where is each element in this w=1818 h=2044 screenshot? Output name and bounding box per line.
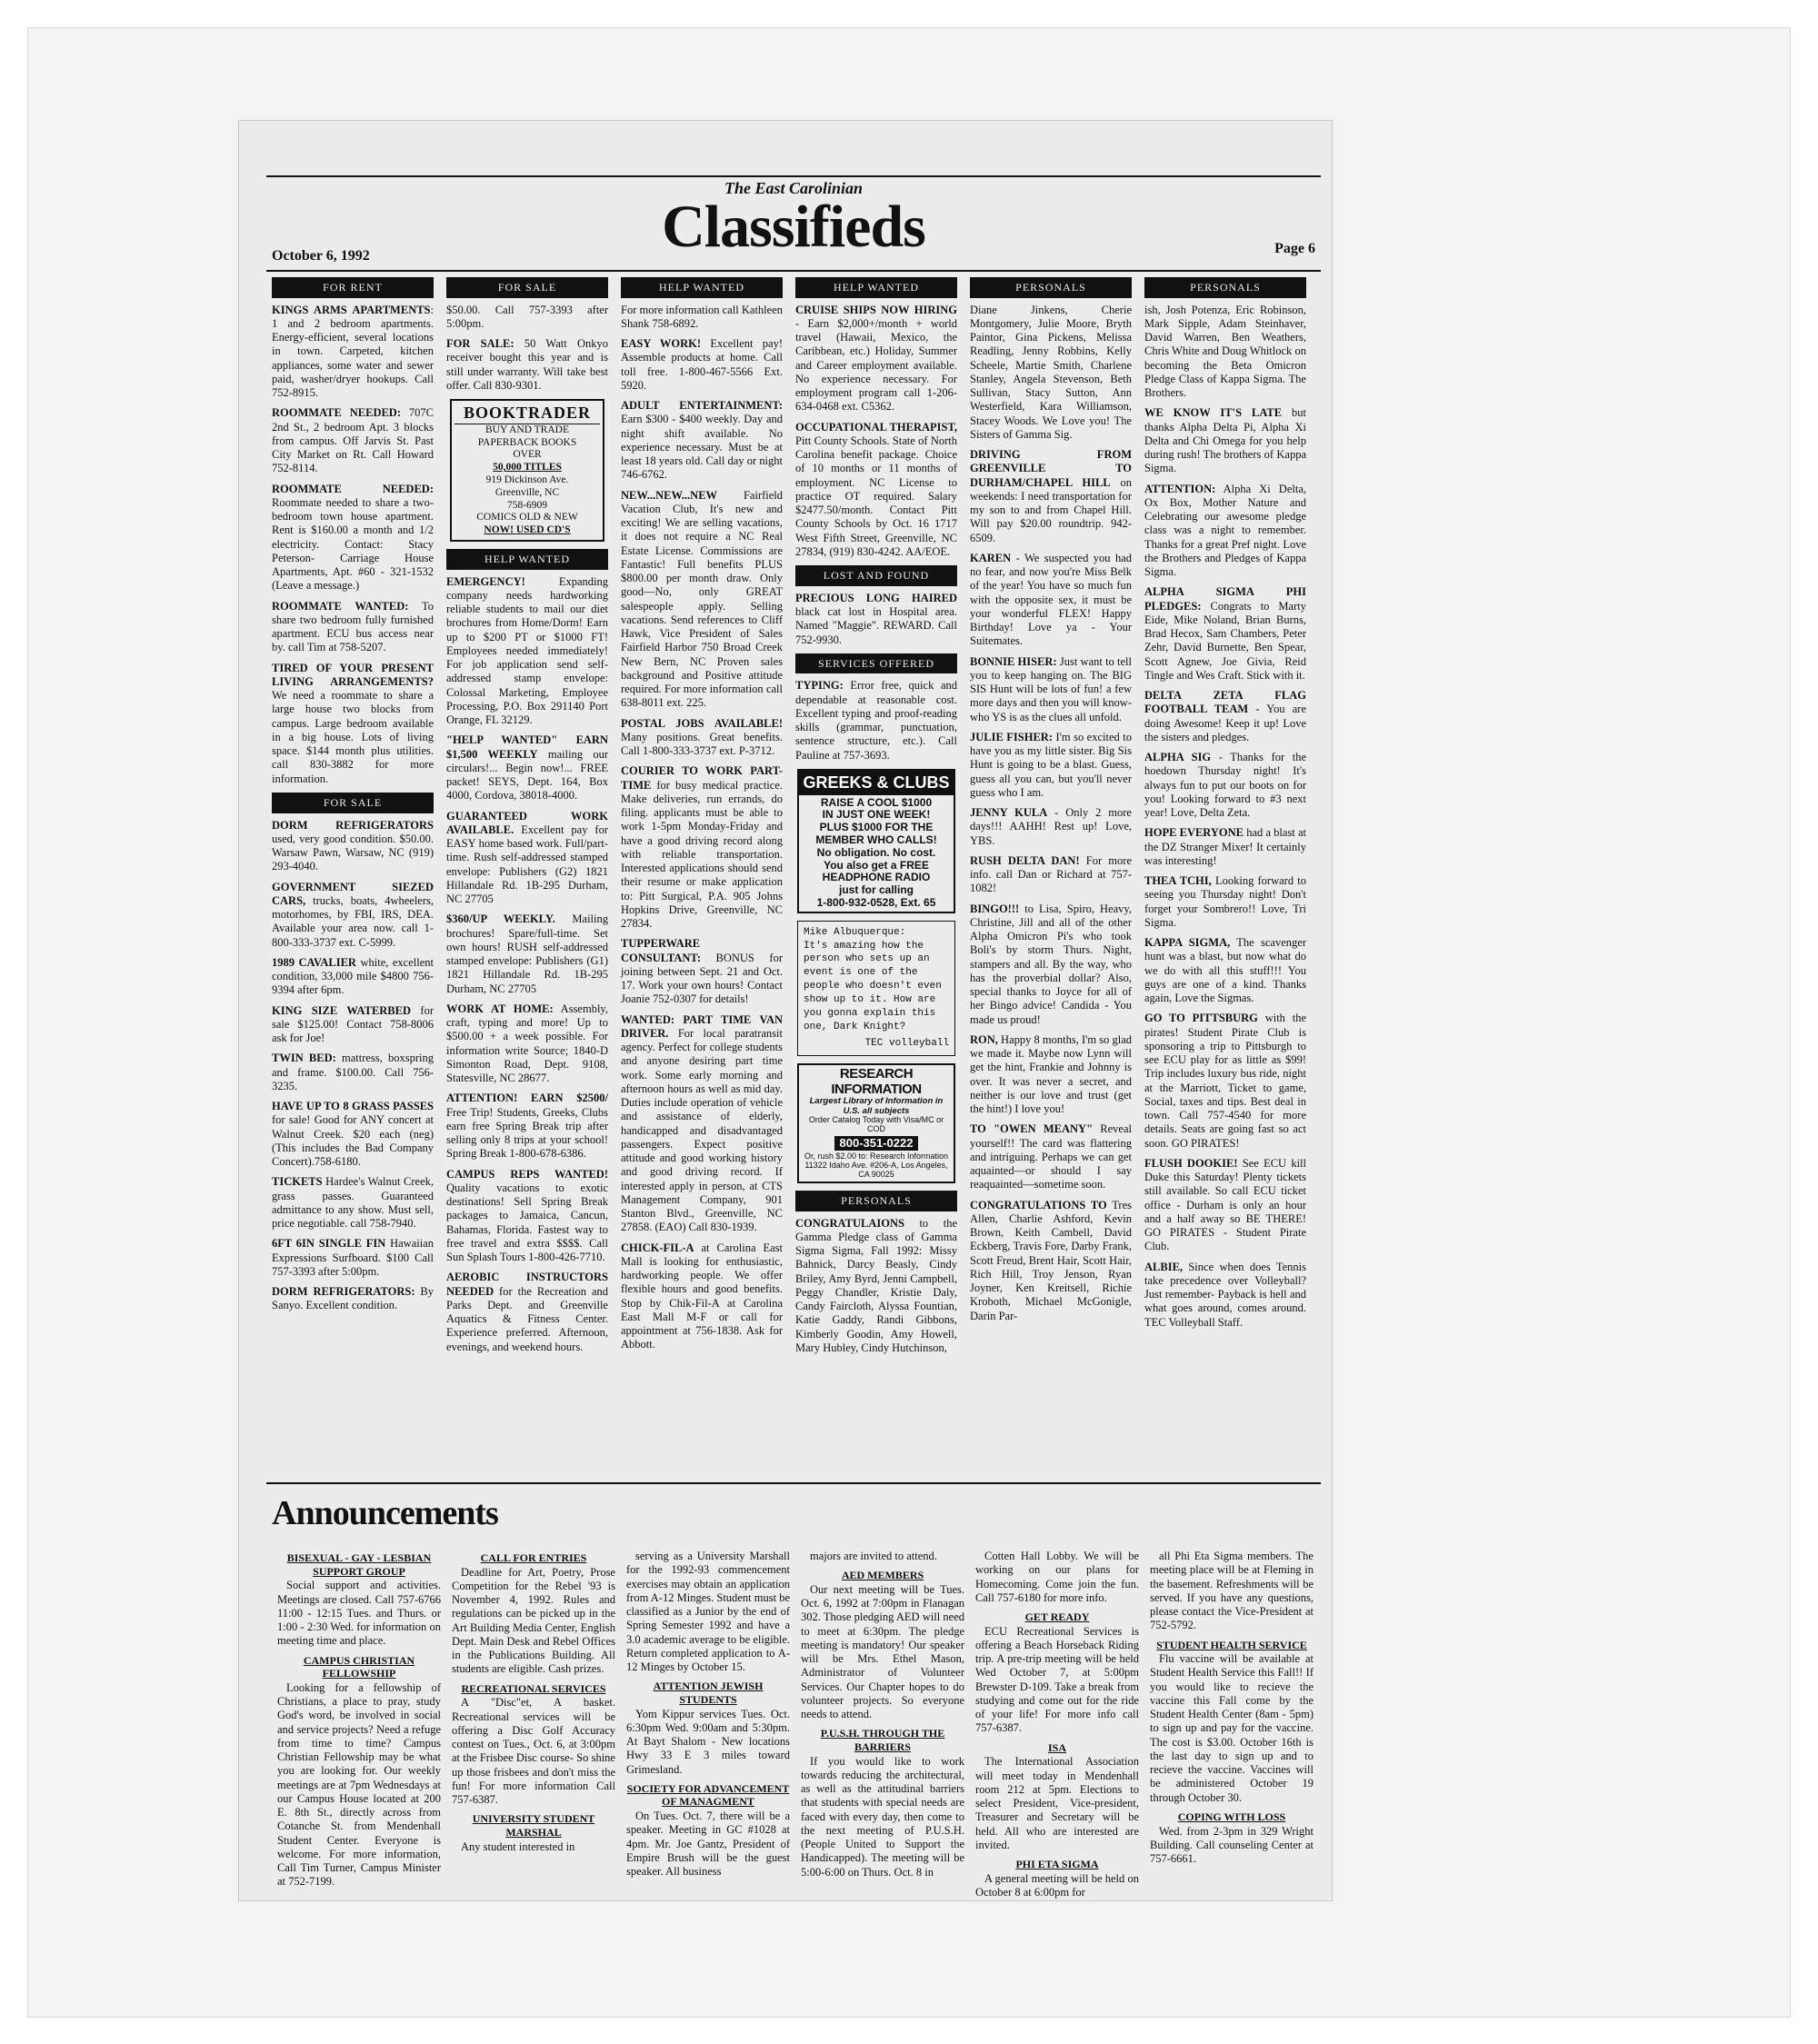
greeks-title: GREEKS & CLUBS <box>799 771 954 795</box>
booktrader-line: 758-6909 <box>506 499 548 511</box>
announcement-heading: CALL FOR ENTRIES <box>480 1551 587 1564</box>
ad-lead: EASY WORK! <box>621 337 702 351</box>
ad-lead: ALBIE, <box>1144 1260 1184 1273</box>
section-header: FOR RENT <box>272 277 434 298</box>
classified-column <box>795 277 957 1450</box>
ad-lead: TYPING: <box>795 679 844 693</box>
ad-body: - We suspected you had no fear, and now you're Miss Belk of the year! You have so much fun with the opposite sex, it must be your wonderful FLEX! Happy Birthday! Love ya - Your Suitemates. <box>970 551 1132 648</box>
ad-lead: TWIN BED: <box>272 1052 336 1065</box>
classified-ad <box>621 1241 783 1352</box>
ad-lead: FLUSH DOOKIE! <box>1144 1156 1238 1170</box>
ad-body: mattress, boxspring and frame. $100.00. Call 756-3235. <box>272 1052 434 1092</box>
classified-ad <box>970 1033 1132 1117</box>
classified-ad <box>1144 826 1306 868</box>
ad-body: Hawaiian Expressions Surfboard. $100 Call 757-3393 after 5:00pm. <box>272 1237 434 1278</box>
classified-ad <box>272 1052 434 1093</box>
classified-ad <box>446 1168 608 1265</box>
ad-body: for sale $125.00! Contact 758-8006 ask for Joe! <box>272 1003 434 1044</box>
section-header: FOR SALE <box>446 277 608 298</box>
announcement-body: Wed. from 2-3pm in 329 Wright Building. Call counseling Center at 757-6661. <box>1150 1824 1314 1865</box>
announcement-body: A general meeting will be held on October 8 at 6:00pm for <box>975 1871 1139 1899</box>
announcement-heading: ISA <box>1047 1740 1066 1754</box>
classified-ad <box>272 1100 434 1169</box>
ad-body: ish, Josh Potenza, Eric Robinson, Mark Sipple, Adam Steinhaver, David Warren, Ben Weathers, Chris White and Doug Whitlock on becoming the Beta Omicron Pledge Class of Kappa Sigma. The Brothers. <box>1144 303 1306 400</box>
booktrader-line: NOW! USED CD'S <box>484 524 571 536</box>
booktrader-line: 919 Dickinson Ave. <box>485 474 569 485</box>
classified-ad <box>621 337 783 393</box>
announcement-body: Social support and activities. Meetings are closed. Call 757-6766 11:00 - 12:15 Tues. and Thurs. or 1:00 - 2:30 Wed. for information on meeting time and place. <box>277 1579 441 1648</box>
classified-ad <box>446 1271 608 1354</box>
ad-body: Congrats to Marty Eide, Mike Noland, Brian Burns, Brad Hecox, Sam Chambers, Peter Zehr, David Burnette, Ben Spear, Scott Agnew, Joe Givia, Reid Tingle and Wes Craft. Stick with it. <box>1144 599 1306 682</box>
ad-lead: DORM REFRIGERATORS: <box>272 1285 415 1298</box>
greeks-line: IN JUST ONE WEEK! <box>822 808 931 822</box>
classified-ad <box>272 483 434 593</box>
section-header: HELP WANTED <box>446 549 608 570</box>
classified-ad <box>795 1217 957 1356</box>
classified-column <box>272 277 434 1450</box>
ad-body: Roommate needed to share a two-bedroom town house apartment. Rent is $160.00 a month and 1/2 electricity. Contact: Stacy Peterson- Carriage House Apartments, Apt. #60 - 321-1532 (Leave a message.) <box>272 495 434 593</box>
ad-body: Excellent pay! Assemble products at home. Call toll free. 1-800-467-5566 Ext. 5920. <box>621 337 783 392</box>
ad-body: - Thanks for the hoedown Thursday night! It's always fun to put our boots on for you! Looking forward to #3 next year! Love, Delta Zeta. <box>1144 751 1306 820</box>
ad-lead: CHICK-FIL-A <box>621 1241 694 1254</box>
section-header: HELP WANTED <box>795 277 957 298</box>
announcement-heading: GET READY <box>1024 1610 1090 1623</box>
ad-body: Expanding company needs hardworking reliable students to mail our diet brochures from Home/Dorm! Earn up to $200 PT or $1000 FT! Employees needed immediately! For job application send self-addressed stamp envelope: Colossal Marketing, Employee Processing, P.O. Box 291140 Port Orange, FL 32129. <box>446 574 608 727</box>
ad-lead: KAREN <box>970 551 1012 564</box>
page-content <box>266 175 1321 1899</box>
classified-ad <box>621 1013 783 1235</box>
greeks-body <box>799 795 954 912</box>
announcement-heading: RECREATIONAL SERVICES <box>461 1681 606 1695</box>
ad-body: - Only 2 more days!!! AAHH! Rest up! Love, YBS. <box>970 806 1132 847</box>
classified-ad <box>272 956 434 998</box>
greeks-line: PLUS $1000 FOR THE <box>819 821 934 834</box>
ad-lead: DRIVING FROM GREENVILLE TO DURHAM/CHAPEL HILL <box>970 448 1132 489</box>
research-line: Order Catalog Today with Visa/MC or COD <box>808 1115 944 1134</box>
classified-ad <box>621 304 783 332</box>
classified-ad <box>272 406 434 475</box>
ad-lead: ALPHA SIG <box>1144 751 1212 764</box>
classified-ad <box>446 1092 608 1161</box>
classified-ad <box>1144 1012 1306 1151</box>
ad-lead: TICKETS <box>272 1175 323 1189</box>
classified-ad <box>446 810 608 907</box>
ad-body: To share two bedroom fully furnished apartment. ECU bus access near by. call Tim at 758-5207. <box>272 599 434 654</box>
announcement-column <box>626 1550 790 1886</box>
classified-ad <box>795 592 957 647</box>
classified-ad <box>621 764 783 931</box>
ad-lead: TUPPERWARE CONSULTANT: <box>621 937 701 964</box>
ad-lead: CONGRATULAIONS <box>795 1216 904 1230</box>
classified-ad <box>970 655 1132 724</box>
ad-lead: ROOMMATE NEEDED: <box>272 406 401 420</box>
ad-body: See ECU kill Duke this Saturday! Plenty tickets still available. So call ECU ticket office - Durham is only an hour and a half away so BE THERE! GO PIRATES - Student Pirate Club. <box>1144 1156 1306 1253</box>
ad-lead: CONGRATULATIONS TO <box>970 1198 1107 1211</box>
section-header: PERSONALS <box>1144 277 1306 298</box>
greeks-line: MEMBER WHO CALLS! <box>815 833 937 846</box>
classified-ad <box>1144 689 1306 744</box>
ad-lead: GUARANTEED WORK AVAILABLE. <box>446 809 608 836</box>
greeks-line: HEADPHONE RADIO <box>822 871 931 884</box>
research-subtitle: Largest Library of Information in U.S. all subjects <box>809 1096 944 1116</box>
ad-body: We need a roommate to share a large house two blocks from campus. Large bedroom available in a big house. Lots of living space. $144 month plus utilities. call 830-3882 for more information. <box>272 689 434 785</box>
classified-ad <box>970 806 1132 848</box>
ad-body: Many positions. Great benefits. Call 1-800-333-3737 ext. P-3712. <box>621 730 783 758</box>
classified-ad <box>970 902 1132 1027</box>
ad-lead: FOR SALE: <box>446 337 514 351</box>
classified-ad <box>446 575 608 728</box>
newspaper-name: The East Carolinian <box>724 179 864 197</box>
ad-body: For local paratransit agency. Perfect for college students and anyone desiring part time work. Some early morning and afternoon hours as well as mid day. Duties include operation of vehicle and assistance of elderly, handicapped and disadvantaged passengers. Expect positive attitude and good working history and good driving record. If interested apply in person, at CTS Management Company, 901 Stanton Blvd., Greenville, NC 27858. (EAO) Call 830-1939. <box>621 1026 783 1234</box>
ad-body: Tres Allen, Charlie Ashford, Kevin Brown, Keith Cambell, David Eckberg, Travis Fore, Darby Frank, Scott Freud, Brent Hair, Scott Hair, Rich Hill, Troy Jenson, Ryan Joyner, Ken Kreitsell, Richie Kroboth, Michael McGonigle, Darin Par- <box>970 1198 1132 1322</box>
ad-body: I'm so excited to have you as my little sister. Big Sis Hunt is going to be a blast. Guess, guess all you can, but you'll never guess who I am. <box>970 730 1132 799</box>
ad-body: Error free, quick and dependable at reasonable cost. Excellent typing and proof-reading skills (grammar, punctuation, sentence structure, etc.). Call Pauline at 757-3693. <box>795 679 957 762</box>
ad-lead: KING SIZE WATERBED <box>272 1003 412 1017</box>
ad-lead: NEW...NEW...NEW <box>621 488 718 502</box>
ad-lead: TIRED OF YOUR PRESENT LIVING ARRANGEMENTS? <box>272 661 434 688</box>
ad-body: used, very good condition. $50.00. Warsaw Pawn, Warsaw, NC (919) 293-4040. <box>272 832 434 873</box>
classified-ad <box>621 399 783 483</box>
classified-ad <box>795 679 957 763</box>
ad-body: black cat lost in Hospital area. Named "Maggie". REWARD. Call 752-9930. <box>795 605 957 646</box>
classified-ad <box>970 731 1132 800</box>
newspaper-page <box>238 120 1333 1901</box>
booktrader-line: PAPERBACK BOOKS <box>477 436 577 448</box>
ad-body: Hardee's Walnut Creek, grass passes. Guaranteed admittance to any show. Must sell, price negotiable. call 758-7940. <box>272 1175 434 1230</box>
note-signature: TEC volleyball <box>864 1038 949 1050</box>
ad-lead: ROOMMATE NEEDED: <box>272 482 434 495</box>
announcement-body: Any student interested in <box>461 1840 575 1853</box>
announcement-heading: PHI ETA SIGMA <box>1015 1858 1099 1870</box>
announcement-body: Looking for a fellowship of Christians, a place to pray, study God's word, be involved in social and service projects? Need a refuge from time to time? Campus Christian Fellowship may be what you are looking for. Our weekly meetings are at 7pm Wednesdays at our Campus House located at 200 E. 8th St., directly across from Cotanche St. from Mendenhall Student Center. Everyone is welcome. For more information, Call Tim Turner, Campus Minister at 752-7199. <box>277 1680 441 1889</box>
classified-ad <box>1144 1261 1306 1330</box>
section-title: Classifieds <box>662 194 925 260</box>
greeks-line: RAISE A COOL $1000 <box>820 795 933 809</box>
classified-ad <box>970 854 1132 896</box>
ad-lead: DORM REFRIGERATORS <box>272 818 434 832</box>
classified-ad <box>272 881 434 950</box>
classified-ad <box>272 600 434 655</box>
classified-ad <box>272 1175 434 1231</box>
ad-body: mailing our circulars!... Begin now!... FREE packet! SEYS, Dept. 164, Box 4000, Cordova, 38018-4000. <box>446 747 608 803</box>
greeks-line: You also get a FREE <box>824 858 929 872</box>
ad-body: Quality vacations to exotic destinations! Sell Spring Break packages to Jamaica, Cancun, Bahamas, Florida. Fastest way to free travel and extra $$$$. Call Sun Splash Tours 1-800-426-7710. <box>446 1181 608 1264</box>
announcement-heading: UNIVERSITY STUDENT MARSHAL <box>472 1812 595 1839</box>
ad-lead: GO TO PITTSBURG <box>1144 1012 1258 1025</box>
announcement-body: Cotten Hall Lobby. We will be working on our plans for Homecoming. Come join the fun. Call 757-6180 for more info. <box>975 1550 1139 1604</box>
ad-body: trucks, boats, 4wheelers, motorhomes, by FBI, IRS, DEA. Available your area now. call 1-800-333-3737 ext. C-5999. <box>272 893 434 949</box>
ad-lead: PRECIOUS LONG HAIRED <box>795 591 957 604</box>
ad-body: for sale! Good for ANY concert at Walnut Creek. $20 each (neg) (This includes the Bad Company Concert).758-6180. <box>272 1113 434 1168</box>
announcement-heading: P.U.S.H. THROUGH THE BARRIERS <box>820 1727 945 1753</box>
classified-ad <box>970 1122 1132 1192</box>
ad-lead: ROOMMATE WANTED: <box>272 599 409 613</box>
announcement-body: all Phi Eta Sigma members. The meeting place will be at Fleming in the basement. Refreshments will be served. If you have any questions, please contact the Vice-President at 752-5792. <box>1150 1550 1314 1632</box>
ad-body: to Lisa, Spiro, Heavy, Christine, Jill and all of the other Alpha Omicron Pi's who took Boli's by storm Thurs. Night, stampers and all. By the way, who has the proverbial dollar? Also, special thanks to Joyce for all of her Bingo advice! Candida - You made us proud! <box>970 902 1132 1026</box>
announcement-body: If you would like to work towards reducing the architectural, as well as the attitudinal barriers that students with special needs are faced with every day, then come to the next meeting of P.U.S.H. (People United to Support the Handicapped). The meeting will be 5:00-6:00 on Thurs. Oct. 8 in <box>801 1754 964 1879</box>
ad-body: for the Recreation and Parks Dept. and Greenville Aquatics & Fitness Center. Experience preferred. Afternoon, evenings, and weekend hours. <box>446 1284 608 1353</box>
classified-ad <box>1144 483 1306 580</box>
announcement-body: Our next meeting will be Tues. Oct. 6, 1992 at 7:00pm in Flanagan 302. Those pledging AED will need to meet at 6:30pm. The pledge meeting is mandatory! Our speaker will be Mrs. Ethel Mason, Administrator of Volunteer Services. Our Chapter hopes to do volunteer projects. So everyone needs to attend. <box>801 1582 964 1721</box>
research-title: RESEARCH INFORMATION <box>831 1066 922 1097</box>
ad-lead: COURIER TO WORK PART-TIME <box>621 764 783 792</box>
greeks-phone: 1-800-932-0528, Ext. 65 <box>816 895 936 909</box>
ad-body: on weekends: I need transportation for my son to and from Chapel Hill. Will pay $20.00 roundtrip. 942-6509. <box>970 475 1133 544</box>
ad-lead: ADULT ENTERTAINMENT: <box>621 399 783 413</box>
classified-ad <box>446 304 608 332</box>
announcement-body: On Tues. Oct. 7, there will be a speaker. Meeting in GC #1028 at 4pm. Mr. Joe Gantz, President of Empire Brush will be the guest speaker. All business <box>626 1810 790 1878</box>
ad-lead: AEROBIC INSTRUCTORS NEEDED <box>446 1271 608 1298</box>
greeks-line: No obligation. No cost. <box>816 845 936 859</box>
ad-body: Looking forward to seeing you Thursday night! Don't forget your Sombrero!! Love, Tri Sigma. <box>1144 874 1306 929</box>
ad-lead: TO "OWEN MEANY" <box>970 1122 1094 1136</box>
research-information-ad <box>797 1063 955 1183</box>
research-phone: 800-351-0222 <box>834 1136 919 1151</box>
ad-lead: EMERGENCY! <box>446 574 525 588</box>
announcement-body: serving as a University Marshall for the 1992-93 commencement exercises may obtain an application from A-12 Minges. Student must be classified as a Junior by the end of Spring Semester 1992 and have a 3.0 academic average to be eligible. Return completed application to A-12 Minges by October 15. <box>626 1550 790 1673</box>
ad-body: Excellent pay for EASY home based work. Full/part-time. Rush self-addressed stamped envelope: Publishers (G2) 1821 Hillandale Rd. 1B-295 Durham, NC 27705 <box>446 823 608 906</box>
section-header: SERVICES OFFERED <box>795 653 957 674</box>
ad-body: Reveal yourself!! The card was flattering and intriguing. Perhaps we can get aquainted—or should I say reaquainted—sometime soon. <box>970 1122 1132 1192</box>
ad-lead: ALPHA SIGMA PHI PLEDGES: <box>1144 585 1306 613</box>
ad-body: - You are doing Awesome! Keep it up! Love the sisters and pledges. <box>1144 703 1307 743</box>
classified-ad <box>1144 751 1306 820</box>
ad-lead: 6FT 6IN SINGLE FIN <box>272 1237 386 1251</box>
ad-body: Alpha Xi Delta, Ox Box, Mother Nature and Celebrating our awesome pledge class was a night to remember. Thanks for a great Pref night. Love the Brothers and Pledges of Kappa Sigma. <box>1144 482 1306 579</box>
booktrader-line: 50,000 TITLES <box>493 462 562 474</box>
ad-lead: DELTA ZETA FLAG FOOTBALL TEAM <box>1144 689 1306 716</box>
announcement-body: Flu vaccine will be available at Student Health Service this Fall!! If you would like to recieve the vaccine this Fall come by the Student Health Center (8am - 5pm) to sign up and pay for the vaccine. The cost is $3.00. October 16th is the last day to sign up and to recieve the vaccine. Vaccines will be administered October 19 through October 30. <box>1150 1652 1314 1804</box>
classified-ad <box>1144 304 1306 401</box>
ad-body: at Carolina East Mall is looking for enthusiastic, hardworking people. We offer flexible hours and good benefits. Stop by Chik-Fil-A at Carolina East Mall M-F or call for appointment at 756-1838. Ask for Abbott. <box>621 1241 783 1351</box>
ad-lead: HOPE EVERYONE <box>1144 826 1244 840</box>
classified-ad <box>272 819 434 874</box>
announcement-heading: SOCIETY FOR ADVANCEMENT OF MANAGMENT <box>626 1781 790 1809</box>
classified-ad <box>970 448 1132 545</box>
ad-lead: CAMPUS REPS WANTED! <box>446 1167 608 1181</box>
ad-lead: KAPPA SIGMA, <box>1144 936 1231 950</box>
announcements-title: Announcements <box>272 1494 498 1532</box>
ad-lead: POSTAL JOBS AVAILABLE! <box>621 716 783 730</box>
announcement-heading: ATTENTION JEWISH STUDENTS <box>653 1680 764 1706</box>
classified-ad <box>446 912 608 996</box>
classified-ad <box>1144 585 1306 683</box>
masthead-top-rule <box>266 175 1321 177</box>
ad-body: Diane Jinkens, Cherie Montgomery, Julie Moore, Bryth Paintor, Gina Pickens, Melissa Readling, Jenny Robbins, Kelly Scheele, Martie Smith, Charlene Stanley, Angela Stevenson, Beth Sullivan, Stacy Sutton, Ann Westerfield, Kara Williamson, Stacey Woods. We Love you! The Sisters of Gamma Sig. <box>970 303 1132 441</box>
research-address: Or, rush $2.00 to: Research Information 11322 Idaho Ave. #206-A, Los Angeles, CA 90025 <box>804 1152 949 1180</box>
issue-date: October 6, 1992 <box>272 248 370 264</box>
announcement-column <box>1150 1550 1314 1886</box>
ad-body: By Sanyo. Excellent condition. <box>272 1285 434 1312</box>
ad-body: Fairfield Vacation Club, It's new and exciting! We are selling vacations, it does not require a NC Real Estate License. Commissions are Fantastic! Full benefits PLUS $800.00 per month draw. Only good—No, only GREAT salespeople apply. Selling vacations. Send references to Cliff Hawk, Vice President of Sales Fairfield Harbor 750 Broad Creek New Bern, NC Proven sales background and Positive attitude required. For more information call 638-8011 ext. 225. <box>621 488 783 710</box>
ad-body: Free Trip! Students, Greeks, Clubs earn free Spring Break trip after selling only 8 trips at your school! Spring Break 1-800-678-6386. <box>446 1105 608 1161</box>
ad-body: white, excellent condition, 33,000 mile $4800 756-9394 after 6pm. <box>272 955 434 997</box>
ad-body: for busy medical practice. Make deliveries, run errands, do filing. applicants must be able to work 1-5pm Monday-Friday and have a good driving record along with reliable transportation. Interested applications should send their resume or make application to: Pitt Surgical, P.A. 905 Johns Hopkins Drive, Greenville, NC 27834. <box>621 778 783 931</box>
classified-ad <box>970 304 1132 443</box>
announcement-body: Deadline for Art, Poetry, Prose Competition for the Rebel '93 is November 4, 1992. Rules and regulations can be picked up in the Art Building Media Center, English Dept. Main Desk and Rebel Offices in the Publications Building. All students are eligible. Cash prizes. <box>452 1565 615 1676</box>
ad-lead: WORK AT HOME: <box>446 1002 554 1015</box>
ad-lead: 1989 CAVALIER <box>272 955 356 969</box>
greeks-line: just for calling <box>838 883 914 897</box>
booktrader-line: BUY AND TRADE <box>484 424 569 435</box>
ad-lead: ATTENTION! EARN $2500/ <box>446 1092 608 1105</box>
masthead-bottom-rule <box>266 270 1321 272</box>
announcement-heading: CAMPUS CHRISTIAN FELLOWSHIP <box>303 1653 415 1680</box>
announcement-column <box>277 1550 441 1889</box>
note-line: Mike Albuquerque: <box>804 926 906 938</box>
ad-lead: "HELP WANTED" EARN $1,500 WEEKLY <box>446 733 608 761</box>
booktrader-ad <box>450 399 604 542</box>
ad-body: : 1 and 2 bedroom apartments. Energy-efficient, several locations in town. Carpeted, kitchen appliances, some water and sewer paid, washer/dryer hookups. Call 752-8915. <box>272 303 434 400</box>
ad-body: 707C 2nd St., 2 bedroom Apt. 3 blocks from campus. Off Jarvis St. Past City Market on Rt. Call Howard 752-8114. <box>272 406 434 475</box>
page-number: Page 6 <box>1274 241 1315 256</box>
classified-column <box>970 277 1132 1450</box>
classified-ad <box>1144 936 1306 1005</box>
classified-ad <box>446 337 608 393</box>
announcement-heading: STUDENT HEALTH SERVICE <box>1156 1638 1307 1651</box>
classified-ad <box>272 1237 434 1279</box>
booktrader-line: OVER <box>513 449 542 461</box>
ad-body: Assembly, craft, typing and more! Up to $500.00 + a week possible. For information write Source; 1840-D Simonton Road, Dept. 9108, Statesville, NC 28677. <box>446 1002 608 1085</box>
section-header: FOR SALE <box>272 793 434 813</box>
ad-lead: BINGO!!! <box>970 902 1020 915</box>
announcement-column <box>801 1550 964 1886</box>
classified-ad <box>970 552 1132 649</box>
classified-ad <box>795 304 957 414</box>
announcements-rule <box>266 1482 1321 1484</box>
classified-ad <box>621 717 783 759</box>
classified-ad <box>272 662 434 786</box>
section-header: LOST AND FOUND <box>795 565 957 586</box>
announcement-body: The International Association will meet today in Mendenhall room 212 at 5pm. Elections to select President, Vice-president, Treasurer and Secretary will be held. All who are interested are invited. <box>975 1755 1139 1851</box>
ad-lead: THEA TCHI, <box>1144 874 1212 888</box>
classified-column <box>446 277 608 1450</box>
announcement-body: ECU Recreational Services is offering a Beach Horseback Riding trip. A pre-trip meeting will be held Wed October 7, at 5:00pm Brewster D-109. Take a break from studying and come out for the ride of your life! For more info call 757-6387. <box>975 1624 1139 1735</box>
ad-lead: KINGS ARMS APARTMENTS <box>272 303 431 316</box>
note-line: It's amazing how the person who sets up an event is one of the people who doesn't even show up to it. How are you gonna explain this one, Dark Knight? <box>804 940 942 1032</box>
classified-ad <box>272 304 434 401</box>
ad-body: $50.00. Call 757-3393 after 5:00pm. <box>446 303 608 330</box>
section-header: PERSONALS <box>795 1191 957 1211</box>
greeks-clubs-ad <box>797 769 955 913</box>
ad-body: For more information call Kathleen Shank 758-6892. <box>621 303 783 330</box>
ad-lead: CRUISE SHIPS NOW HIRING <box>795 303 957 316</box>
booktrader-title: BOOKTRADER <box>454 404 600 424</box>
classified-ad <box>1144 874 1306 930</box>
ad-body: For more info. call Dan or Richard at 757-1082! <box>970 853 1132 895</box>
ad-lead: OCCUPATIONAL THERAPIST, <box>795 420 957 434</box>
announcement-heading: COPING WITH LOSS <box>1177 1810 1286 1823</box>
ad-body: Happy 8 months, I'm so glad we made it. Maybe now Lynn will get the hint, Frankie and Johnny is over. It was never a secret, and neither is our love and trust (get the hint!) I love you! <box>970 1032 1132 1116</box>
ad-lead: BONNIE HISER: <box>970 654 1057 668</box>
classified-ad <box>446 1002 608 1086</box>
ad-lead: WE KNOW IT'S LATE <box>1144 406 1283 420</box>
announcement-heading: AED MEMBERS <box>841 1569 924 1582</box>
classified-ad <box>1144 406 1306 475</box>
ad-body: Earn $300 - $400 weekly. Day and night shift available. No experience necessary. Must be at least 18 years old. Call day or night 746-6762. <box>621 413 783 482</box>
ad-lead: HAVE UP TO 8 GRASS PASSES <box>272 1100 434 1112</box>
classified-ad <box>621 937 783 1006</box>
ad-body: 50 Watt Onkyo receiver bought this year and is still under warranty. Will take best offer. Call 830-9301. <box>446 337 609 392</box>
ad-lead: $360/UP WEEKLY. <box>446 912 555 926</box>
ad-body: but thanks Alpha Delta Pi, Alpha Xi Delta and Chi Omega for you help during rush! The brothers of Kappa Sigma. <box>1144 406 1306 475</box>
announcement-body: A "Disc"et, A basket. Recreational services will be offering a Disc Golf Accuracy contest on Tues., Oct. 6, at 3:00pm at the Frisbee Disc course- So shine up those frisbees and don't miss the fun! For more information Call 757-6387. <box>452 1696 615 1806</box>
ad-body: The scavenger hunt was a blast, but now what do we do with all this stuff!!! You guys are one of a kind. Thanks again, Love the Sigmas. <box>1144 936 1306 1005</box>
ad-lead: RUSH DELTA DAN! <box>970 853 1080 867</box>
classified-ad <box>970 1199 1132 1323</box>
announcement-column <box>452 1550 615 1886</box>
ad-lead: JULIE FISHER: <box>970 730 1053 743</box>
note-ad <box>797 921 955 1057</box>
ad-body: had a blast at the DZ Stranger Mixer! It certainly was interesting! <box>1144 826 1306 867</box>
section-header: HELP WANTED <box>621 277 783 298</box>
announcement-column <box>975 1550 1139 1899</box>
ad-body: Mailing brochures! Spare/full-time. Set own hours! RUSH self-addressed stamped envelope: Publishers (G1) 1821 Hillandale Rd. 1B-295 Durham, NC 27705 <box>446 912 608 995</box>
ad-body: with the pirates! Student Pirate Club is sponsoring a trip to Pittsburgh to see ECU play for as little as $99! Trip includes luxury bus ride, night at the Marriott, Ticket to game, Social, taxes and tips. Best deal in town. Call 757-4540 for more details. Seats are going fast so act soon. GO PIRATES! <box>1144 1012 1307 1150</box>
classified-ad <box>795 421 957 560</box>
ad-body: BONUS for joining between Sept. 21 and Oct. 17. Work your own hours! Contact Joanie 752-0307 for details! <box>621 951 783 1006</box>
ad-body: - Earn $2,000+/month + world travel (Hawaii, Mexico, the Caribbean, etc.) Holiday, Summer and Career employment available. No experience necessary. For employment program call 1-206-634-0468 ext. C5362. <box>795 316 957 414</box>
classified-column <box>1144 277 1306 1450</box>
announcement-body: Yom Kippur services Tues. Oct. 6:30pm Wed. 9:00am and 5:30pm. At Bayt Shalom - New locations Hwy 33 E 3 miles toward Grimesland. <box>626 1707 790 1776</box>
ad-body: Pitt County Schools. State of North Carolina benefit package. Choice of 10 months or 11 months of employment. NC License to practice OT required. Salary $2477.50/month. Contact Pitt County Schools by Oct. 16 1717 West Fifth Street, Greenville, NC 27834, (919) 830-4242. AA/EOE. <box>795 434 957 558</box>
ad-body: Since when does Tennis take precedence over Volleyball? Just remember- Payback is hell and what goes around, comes around. TEC Volleyball Staff. <box>1144 1260 1306 1329</box>
ad-lead: GOVERNMENT SIEZED CARS, <box>272 880 434 907</box>
ad-lead: JENNY KULA <box>970 806 1048 820</box>
classified-ad <box>621 489 783 711</box>
announcement-heading: BISEXUAL - GAY - LESBIAN SUPPORT GROUP <box>286 1551 432 1578</box>
booktrader-line: Greenville, NC <box>494 486 560 498</box>
classified-ad <box>446 733 608 803</box>
classified-ad <box>1144 1157 1306 1254</box>
ad-lead: WANTED: PART TIME VAN DRIVER. <box>621 1012 783 1040</box>
announcement-body: majors are invited to attend. <box>810 1550 937 1562</box>
booktrader-line: COMICS OLD & NEW <box>476 512 578 523</box>
section-header: PERSONALS <box>970 277 1132 298</box>
ad-lead: RON, <box>970 1032 998 1046</box>
classified-column <box>621 277 783 1450</box>
ad-body: Just want to tell you to keep hanging on. The BIG SIS Hunt will be lots of fun! a few more days and then you will know- who YS is as the clues all unfold. <box>970 654 1132 723</box>
classified-ad <box>272 1004 434 1046</box>
ad-body: to the Gamma Pledge class of Gamma Sigma Sigma, Fall 1992: Missy Bahnick, Darcy Beasly, Cindy Briley, Amy Byrd, Jenni Campbell, Peggy Chandler, Kristie Daly, Candy Faircloth, Alyssa Fountian, Katie Gaddy, Randi Gibbons, Kimberly Goodin, Amy Howell, Mary Hubley, Cindy Hutchinson, <box>795 1216 957 1354</box>
classified-ad <box>272 1285 434 1313</box>
ad-lead: ATTENTION: <box>1144 482 1216 495</box>
